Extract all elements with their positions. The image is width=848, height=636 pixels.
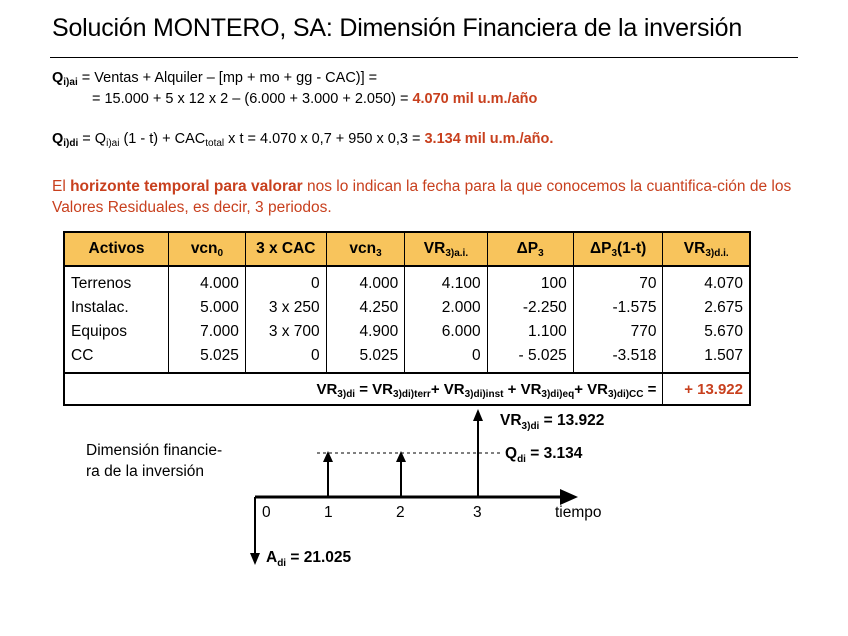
inflow-arrowhead-period-3 (473, 409, 483, 421)
cell-delta-p3-net: 770 (573, 320, 663, 344)
header-delta-p3-net: $\Delta P_3(1-t)$ (573, 232, 663, 266)
cell-vr-di: 5.670 (663, 320, 750, 344)
cell-vr-di: 1.507 (663, 344, 750, 373)
period-label: 3 (473, 504, 482, 521)
time-axis-label: tiempo (555, 504, 602, 521)
diagram-caption-line: ra de la inversión (86, 463, 205, 480)
vr-label: $VR_{3)di} = 13.922$ (500, 412, 605, 432)
cell-vcn0: 4.000 (169, 266, 246, 296)
period-label: 0 (262, 504, 271, 521)
cell-delta-p3: 100 (487, 266, 573, 296)
header-vr-ai: $VR_{3)a.i.}$ (405, 232, 487, 266)
header-vr-di: $VR_{3)d.i.}$ (663, 232, 750, 266)
cell-activo: Equipos (64, 320, 169, 344)
diagram-caption-line: Dimensión financie- (86, 442, 223, 459)
header-activos: Activos (64, 232, 169, 266)
cell-vr-di: 4.070 (663, 266, 750, 296)
q-subscript: i)di (63, 138, 79, 149)
cell-vr-ai: 2.000 (405, 296, 487, 320)
cell-activo: Instalac. (64, 296, 169, 320)
total-value: + 13.922 (663, 373, 750, 405)
cell-vr-ai: 0 (405, 344, 487, 373)
cell-3xcac: 3 x 250 (245, 296, 326, 320)
cell-vcn0: 5.025 (169, 344, 246, 373)
q-symbol: Q (52, 131, 64, 147)
cell-delta-p3-net: -1.575 (573, 296, 663, 320)
cell-vr-ai: 6.000 (405, 320, 487, 344)
cell-3xcac: 3 x 700 (245, 320, 326, 344)
outflow-arrowhead (250, 553, 260, 565)
cell-delta-p3: -2.250 (487, 296, 573, 320)
paragraph-text: El (52, 178, 71, 195)
q-subscript: i)ai (63, 77, 78, 88)
cell-vcn3: 4.900 (326, 320, 405, 344)
cell-activo: CC (64, 344, 169, 373)
cell-vcn3: 5.025 (326, 344, 405, 373)
cell-delta-p3-net: -3.518 (573, 344, 663, 373)
paragraph-bold-text: horizonte temporal para valorar (70, 178, 303, 195)
cell-3xcac: 0 (245, 344, 326, 373)
header-vcn3: vcn$_3$ (326, 232, 405, 266)
header-delta-p3: $\Delta P_3$ (487, 232, 573, 266)
total-formula: $VR_{3)di} = VR_{3)di)terr}+ VR_{3)di)inst} + VR_{3)di)eq}+ VR_{3)di)CC}$ = (64, 373, 663, 405)
equation-text: x t = 4.070 x 0,7 + 950 x 0,3 = (224, 131, 425, 147)
time-axis-arrowhead (560, 489, 578, 505)
cell-vr-ai: 4.100 (405, 266, 487, 296)
equation-text: = Q (78, 131, 107, 147)
cell-vr-di: 2.675 (663, 296, 750, 320)
cell-vcn3: 4.250 (326, 296, 405, 320)
header-vcn0: vcn$_0$ (169, 232, 246, 266)
paragraph-text: nos lo indican la fecha para la que conocemos la cuantifica-ción de los Valores Residuales, es decir, 3 periodos. (52, 178, 792, 216)
cell-vcn0: 7.000 (169, 320, 246, 344)
q-symbol: Q (52, 70, 64, 86)
period-label: 2 (396, 504, 405, 521)
cell-delta-p3: 1.100 (487, 320, 573, 344)
subscript: i)ai (106, 138, 120, 149)
a-label: $A_{di} = 21.025$ (266, 549, 352, 569)
cell-3xcac: 0 (245, 266, 326, 296)
equation-text: = Ventas + Alquiler – [mp + mo + gg - CAC)] = (77, 70, 378, 86)
equation-text: (1 - t) + CAC (119, 131, 206, 147)
equation-result: 4.070 mil u.m./año (412, 91, 538, 107)
cell-vcn3: 4.000 (326, 266, 405, 296)
period-label: 1 (324, 504, 333, 521)
subscript: total (205, 138, 225, 149)
equation-result: 3.134 mil u.m./año. (424, 131, 554, 147)
cell-activo: Terrenos (64, 266, 169, 296)
cell-delta-p3: - 5.025 (487, 344, 573, 373)
q-label: $Q_{di} = 3.134$ (505, 445, 583, 465)
cell-delta-p3-net: 70 (573, 266, 663, 296)
header-3xcac: 3 x CAC (245, 232, 326, 266)
equation-text: = 15.000 + 5 x 12 x 2 – (6.000 + 3.000 + 2.050) = (92, 91, 413, 107)
cell-vcn0: 5.000 (169, 296, 246, 320)
page-title: Solución MONTERO, SA: Dimensión Financiera de la inversión (52, 14, 743, 42)
